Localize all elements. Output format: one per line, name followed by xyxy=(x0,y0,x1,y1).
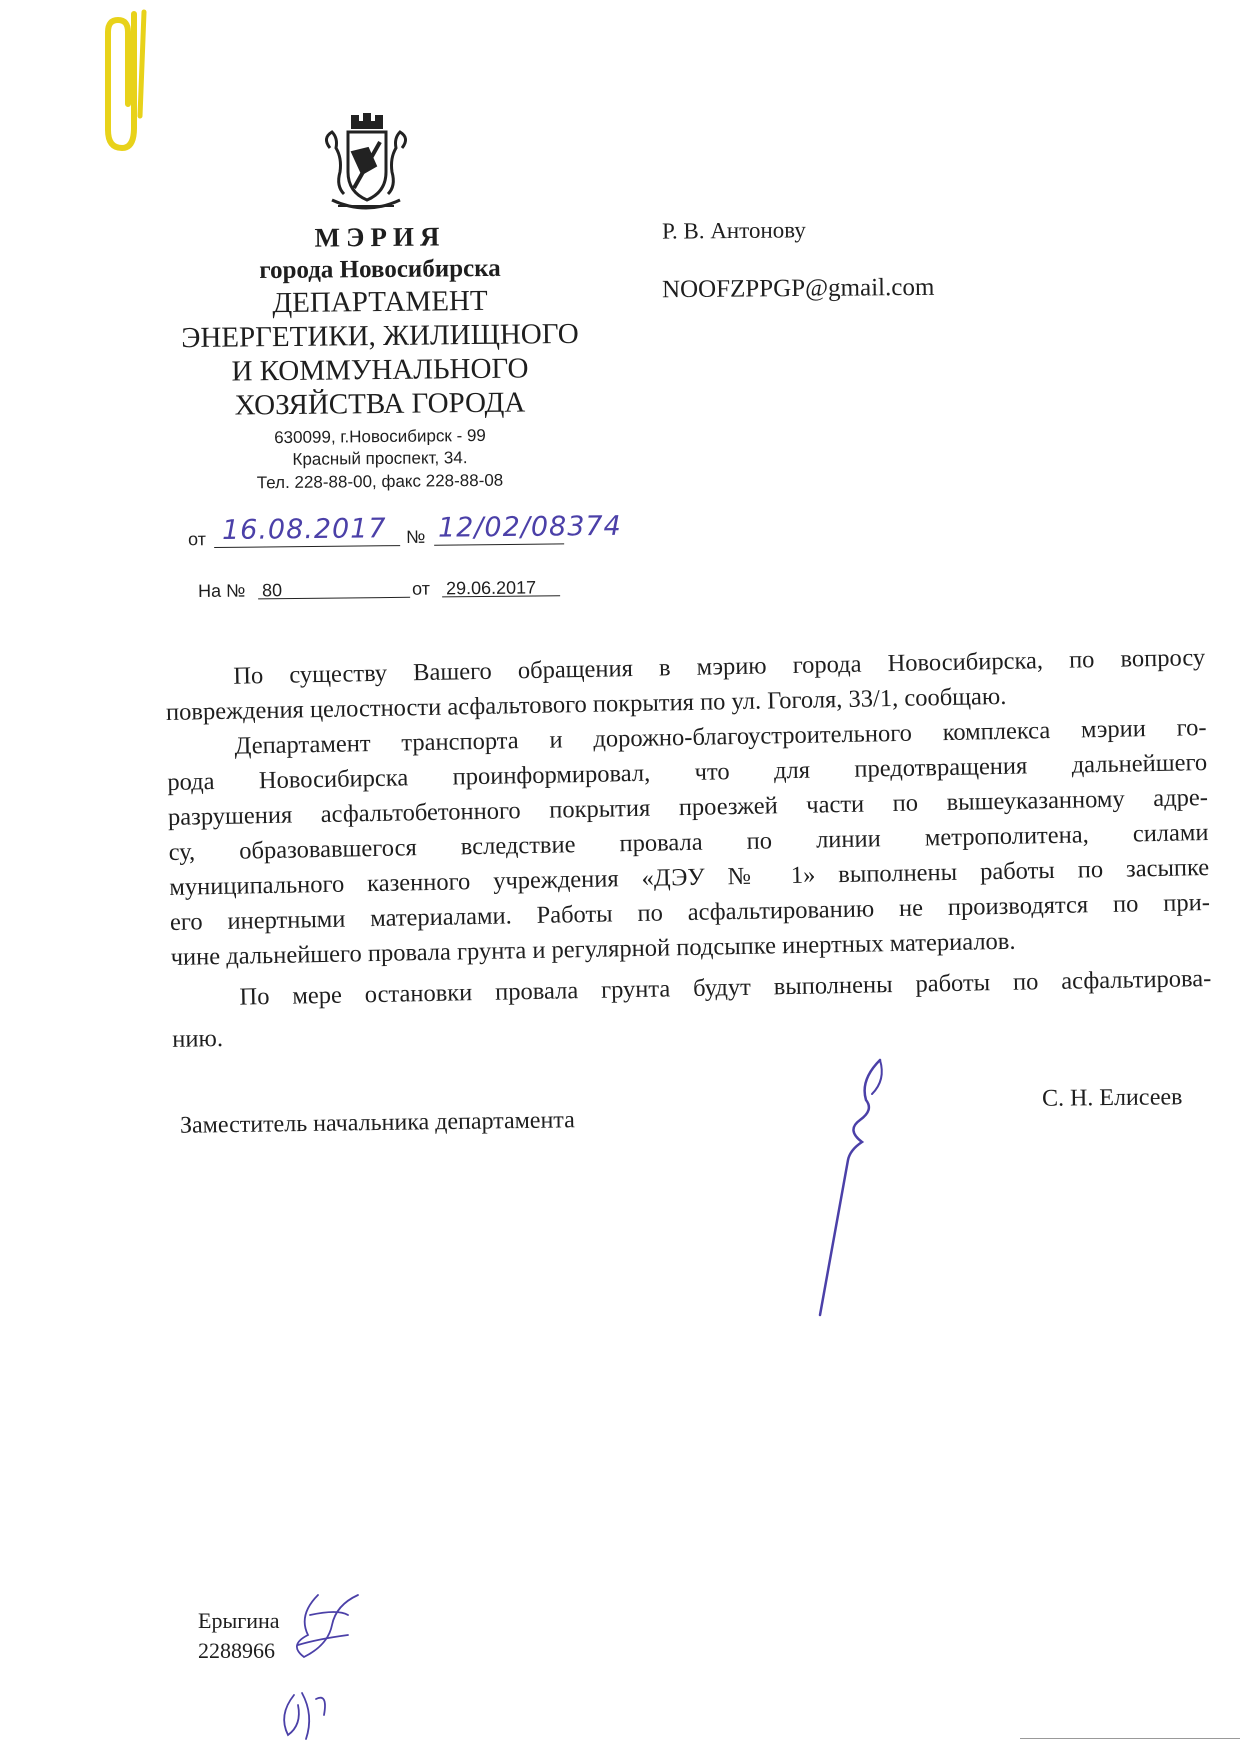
page-edge-line xyxy=(1020,1738,1240,1739)
addressee-email: NOOFZPPGP@gmail.com xyxy=(661,273,935,304)
department-line: ДЕПАРТАМЕНТ xyxy=(272,284,488,320)
address-line: 630099, г.Новосибирск - 99 xyxy=(274,425,486,448)
handwritten-initials-image xyxy=(258,1575,388,1745)
handwritten-signature-image xyxy=(800,1050,930,1320)
address-line: Красный проспект, 34. xyxy=(292,448,468,469)
reply-prefix: На № xyxy=(197,580,246,601)
city-name: города Новосибирска xyxy=(259,254,501,285)
handwritten-date: 16.08.2017 xyxy=(221,513,387,546)
contact-line: Тел. 228-88-00, факс 228-88-08 xyxy=(256,470,504,493)
body-line: повреждения целостности асфальтового покрытия по ул. Гоголя, 33/1, сообщаю. xyxy=(165,682,1007,726)
addressee-name: Р. В. Антонову xyxy=(661,217,806,244)
signatory-position: Заместитель начальника департамента xyxy=(179,1107,575,1139)
body-line: Департамент транспорта и дорожно-благоустроительного комплекса мэрии го- xyxy=(234,714,1207,760)
executor-name: Ерыгина xyxy=(198,1608,280,1633)
number-underline xyxy=(434,543,564,545)
department-line: И КОММУНАЛЬНОГО xyxy=(231,352,529,388)
body-line: его инертными материалами. Работы по асфальтированию не производятся по при- xyxy=(169,888,1211,936)
body-line: су, образовавшегося вследствие провала по линии метрополитена, силами xyxy=(168,819,1209,866)
reply-date: 29.06.2017 xyxy=(445,577,537,599)
body-line: По существу Вашего обращения в мэрию города Новосибирска, по вопросу xyxy=(233,644,1206,690)
signatory-name: С. Н. Елисеев xyxy=(1041,1084,1183,1112)
letter-body xyxy=(165,640,1212,1057)
body-line: разрушения асфальтобетонного покрытия проезжей части по вышеуказанному адре- xyxy=(167,784,1209,831)
date-prefix: от xyxy=(187,529,207,550)
executor-phone: 2288966 xyxy=(198,1638,275,1663)
paper-clip-image xyxy=(100,8,180,158)
body-line: чине дальнейшего провала грунта и регулярной подсыпке инертных материалов. xyxy=(170,927,1016,971)
body-line: нию. xyxy=(172,1024,224,1053)
registration-row xyxy=(188,508,628,553)
department-line: ХОЗЯЙСТВА ГОРОДА xyxy=(234,386,526,422)
reply-date-prefix: от xyxy=(411,578,431,599)
body-line: рода Новосибирска проинформировал, что для предотвращения дальнейшего xyxy=(167,749,1208,796)
city-emblem-icon xyxy=(318,108,414,218)
body-line: муниципального казенного учреждения «ДЭУ № 1» выполнены работы по засыпке xyxy=(169,853,1210,901)
department-line: ЭНЕРГЕТИКИ, ЖИЛИЩНОГО xyxy=(181,317,579,355)
handwritten-number: 12/02/08374 xyxy=(437,510,622,544)
body-line: По мере остановки провала грунта будут выполнены работы по асфальтирова- xyxy=(239,964,1212,1011)
mayor-office-title: МЭРИЯ xyxy=(314,221,446,253)
number-prefix: № xyxy=(405,526,426,548)
reply-number: 80 xyxy=(261,580,283,601)
reply-reference-row xyxy=(198,568,578,602)
